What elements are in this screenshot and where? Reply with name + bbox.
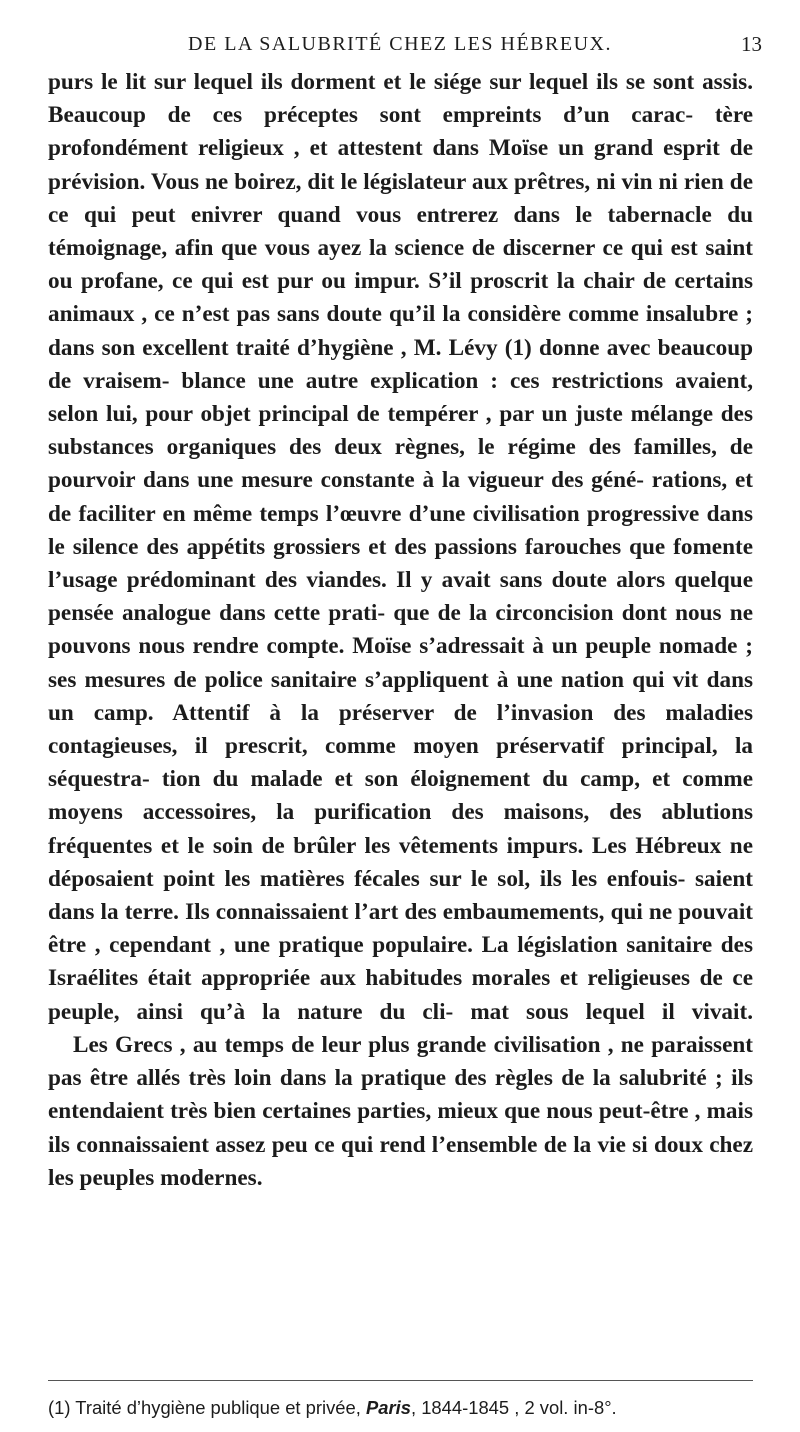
footnote-marker: (1) bbox=[48, 1397, 71, 1418]
footnote bbox=[48, 1397, 753, 1419]
running-title: DE LA SALUBRITÉ CHEZ LES HÉBREUX. bbox=[188, 33, 612, 55]
footnote-rule bbox=[48, 1380, 753, 1381]
paragraph-2: Les Grecs , au temps de leur plus grande civilisation , ne paraissent pas être allés très loin dans la pratique des règles de la salubrité ; ils entendaient très bien certaines parties, mieux que nous peut-être , mais ils connaissaient assez peu ce qui rend l’ensemble de la vie si doux chez les peuples modernes. bbox=[48, 1031, 753, 1191]
page-number: 13 bbox=[741, 32, 762, 56]
body-text bbox=[48, 66, 753, 1195]
footnote-details: , 1844-1845 , 2 vol. in-8°. bbox=[410, 1397, 617, 1418]
footnote-text: Traité d’hygiène publique et privée, bbox=[75, 1397, 361, 1418]
paragraph-1: purs le lit sur lequel ils dorment et le siége sur lequel ils se sont assis. Beaucoup de ces préceptes sont empreints d’un carac- tère profondément religieux , et attestent dans Moïse un grand esprit de prévision. Vous ne boirez, dit le législateur aux prêtres, ni vin ni rien de ce qui peut enivrer quand vous entrerez dans le tabernacle du témoignage, afin que vous ayez la science de discerner ce qui est saint ou profane, ce qui est pur ou impur. S’il proscrit la chair de certains animaux , ce n’est pas sans doute qu’il la considère comme insalubre ; dans son excellent traité d’hygiène , M. Lévy (1) donne avec beaucoup de vraisem- blance une autre explication : ces restrictions avaient, selon lui, pour objet principal de tempérer , par un juste mélange des substances organiques des deux règnes, le régime des familles, de pourvoir dans une mesure constante à la vigueur des géné- rations, et de faciliter en même temps l’œuvre d’une civilisation progressive dans le silence des appétits grossiers et des passions farouches que fomente l’usage prédominant des viandes. Il y avait sans doute alors quelque pensée analogue dans cette prati- que de la circoncision dont nous ne pouvons nous rendre compte. Moïse s’adressait à un peuple nomade ; ses mesures de police sanitaire s’appliquent à une nation qui vit dans un camp. Attentif à la préserver de l’invasion des maladies contagieuses, il prescrit, comme moyen préservatif principal, la séquestra- tion du malade et son éloignement du camp, et comme moyens accessoires, la purification des maisons, des ablutions fréquentes et le soin de brûler les vêtements impurs. Les Hébreux ne déposaient point les matières fécales sur le sol, ils les enfouis- saient dans la terre. Ils connaissaient l’art des embaumements, qui ne pouvait être , cependant , une pratique populaire. La législation sanitaire des Israélites était appropriée aux habitudes morales et religieuses de ce peuple, ainsi qu’à la nature du cli- mat sous lequel il vivait. bbox=[48, 69, 753, 1025]
footnote-place: Paris bbox=[365, 1397, 411, 1418]
